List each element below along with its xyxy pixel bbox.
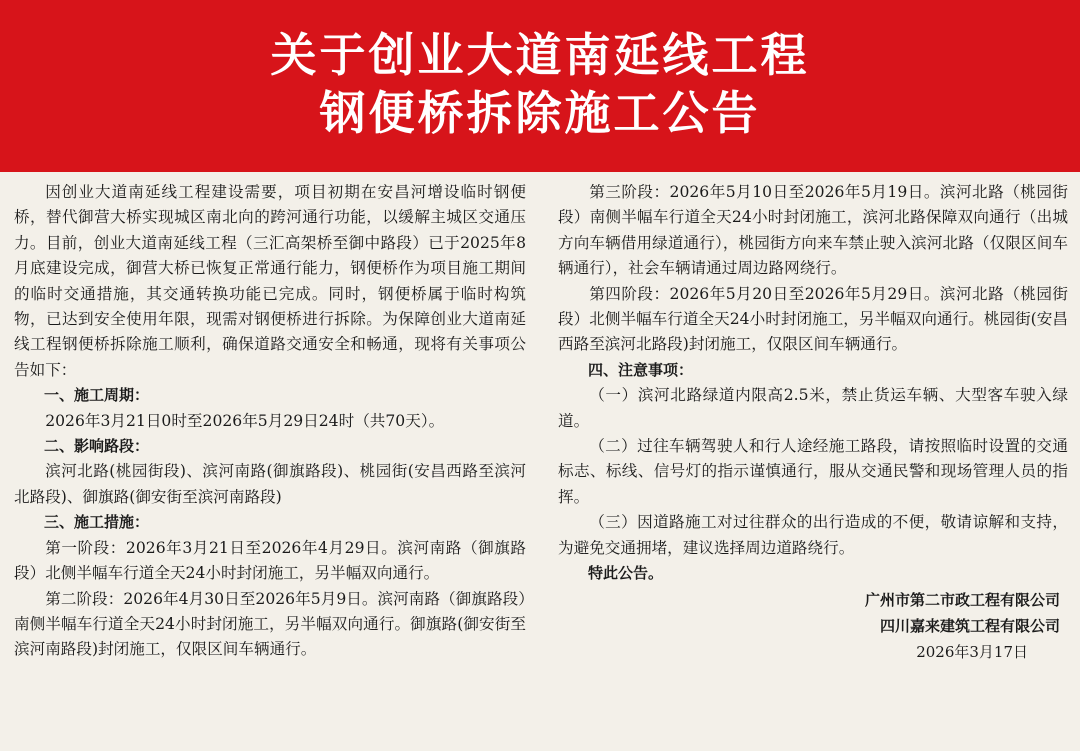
- left-column: [14, 180, 526, 663]
- right-column: [558, 180, 1068, 665]
- note-2-text: （二）过往车辆驾驶人和行人途经施工路段，请按照临时设置的交通标志、标线、信号灯的指示谨慎通行，服从交通民警和现场管理人员的指挥。: [558, 437, 1068, 506]
- signature-org-2: 四川嘉来建筑工程有限公司: [879, 616, 1060, 635]
- intro-paragraph: 因创业大道南延线工程建设需要，项目初期在安昌河增设临时钢便桥，替代御营大桥实现城区南北向的跨河通行功能，以缓解主城区交通压力。目前，创业大道南延线工程（三汇高架桥至御中路段）已于2025年8月底建设完成，御营大桥已恢复正常通行能力，钢便桥作为项目施工期间的临时交通措施，其交通转换功能已完成。同时，钢便桥属于临时构筑物，已达到安全使用年限，现需对钢便桥进行拆除。为保障创业大道南延线工程钢便桥拆除施工顺利，确保道路交通安全和畅通，现将有关事项公告如下：: [14, 183, 526, 379]
- signature-org-1: 广州市第二市政工程有限公司: [864, 590, 1060, 609]
- notes-heading: 四、注意事项：: [588, 360, 694, 379]
- stage-3-text: 第三阶段：2026年5月10日至2026年5月19日。滨河北路（桃园街段）南侧半幅车行道全天24小时封闭施工，滨河北路保障双向通行（出城方向车辆借用绿道通行），桃园街方向来车禁止驶入滨河北路（仅限区间车辆通行），社会车辆请通过周边路网绕行。: [558, 183, 1068, 278]
- title-line-2: 钢便桥拆除施工公告: [319, 86, 761, 140]
- roads-heading: 二、影响路段：: [44, 437, 150, 456]
- note-1-text: （一）滨河北路绿道内限高2.5米，禁止货运车辆、大型客车驶入绿道。: [558, 386, 1068, 430]
- notice-body: [0, 172, 1080, 751]
- stage-2-text: 第二阶段：2026年4月30日至2026年5月9日。滨河南路（御旗路段）南侧半幅车行道全天24小时封闭施工，另半幅双向通行。御旗路(御安街至滨河南路段)封闭施工，仅限区间车辆通行。: [14, 589, 526, 659]
- note-3-text: （三）因道路施工对过往群众的出行造成的不便，敬请谅解和支持，为避免交通拥堵，建议选择周边道路绕行。: [558, 513, 1068, 557]
- stage-4-text: 第四阶段：2026年5月20日至2026年5月29日。滨河北路（桃园街段）北侧半幅车行道全天24小时封闭施工，另半幅双向通行。桃园街(安昌西路至滨河北路段)封闭施工，仅限区间车辆通行。: [558, 284, 1068, 354]
- closing-text: 特此公告。: [588, 564, 664, 583]
- period-text: 2026年3月21日0时至2026年5月29日24时（共70天）。: [45, 411, 445, 430]
- title-line-1: 关于创业大道南延线工程: [270, 28, 810, 82]
- period-heading: 一、施工周期：: [44, 386, 150, 405]
- roads-text: 滨河北路(桃园街段)、滨河南路(御旗路段)、桃园街(安昌西路至滨河北路段)、御旗路(御安街至滨河南路段): [14, 462, 526, 506]
- title-banner: [0, 0, 1080, 172]
- measures-heading: 三、施工措施：: [44, 513, 150, 532]
- stage-1-text: 第一阶段：2026年3月21日至2026年4月29日。滨河南路（御旗路段）北侧半幅车行道全天24小时封闭施工，另半幅双向通行。: [14, 538, 526, 583]
- signature-date: 2026年3月17日: [916, 642, 1028, 661]
- signature-block: [558, 587, 1068, 665]
